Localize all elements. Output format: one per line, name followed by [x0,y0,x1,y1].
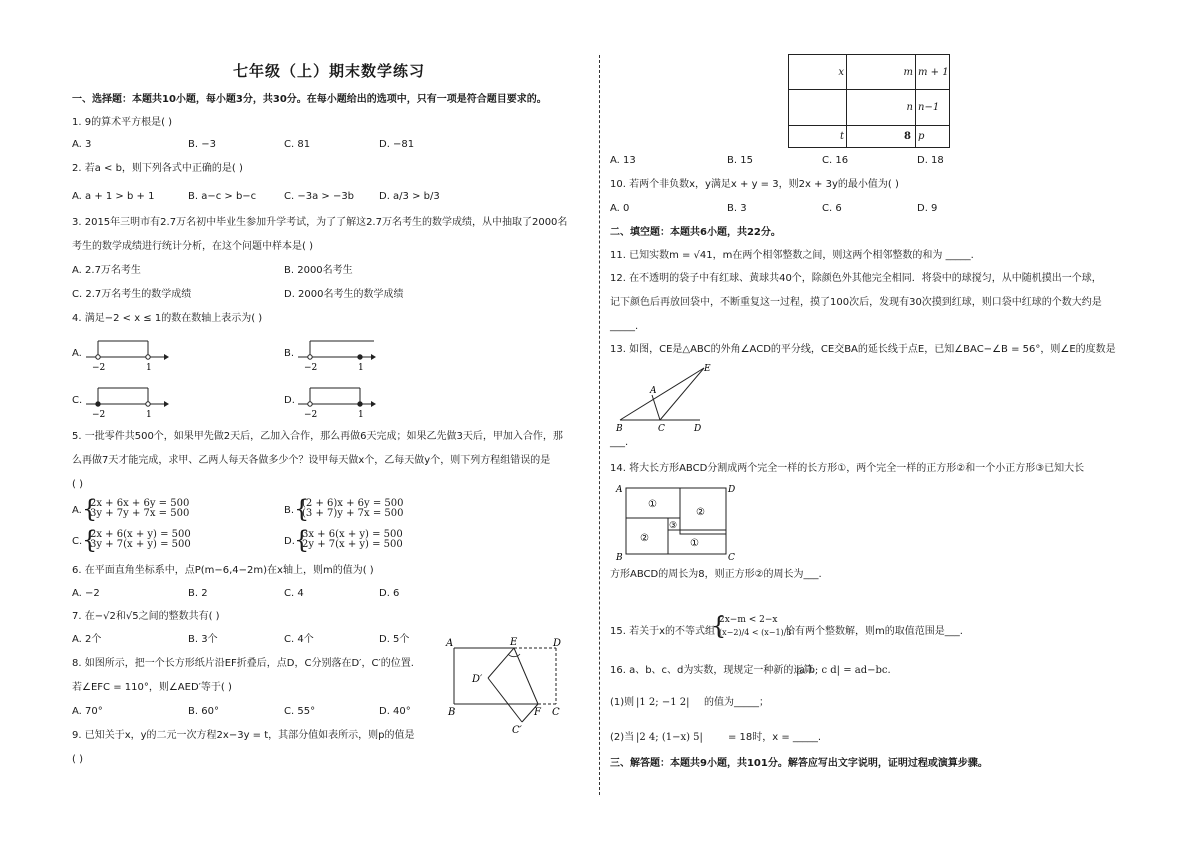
q4a-label-1: 1 [146,363,152,373]
q16-part2-pre: (2)当 [610,732,635,743]
q5-line2: 么再做7天才能完成，求甲、乙两人每天各做多少个？设甲每天做x个，乙每天做y个，则下列方程组错误的是 [72,455,551,466]
q5-b-system [302,499,403,519]
q4-option-d: D. [284,395,295,406]
q9-cell-y [789,90,847,125]
q8-option-a: A. 70° [72,706,103,717]
q7-option-c: C. 4个 [284,634,314,645]
q14-region-2-left: ② [640,533,649,544]
q14-region-1-top: ① [648,499,657,510]
q9-option-a: A. 13 [610,155,636,166]
q3-option-c: C. 2.7万名考生的数学成绩 [72,289,192,300]
q14-line1: 14. 将大长方形ABCD分割成两个完全一样的长方形①，两个完全一样的正方形②和一个小正方形③已知大长 [610,463,1085,474]
q6-option-a: A. −2 [72,588,100,599]
q4-stem: 4. 满足−2 < x ≤ 1的数在数轴上表示为( ) [72,313,263,324]
q4-option-c: C. [72,395,83,406]
q2-option-a: A. a + 1 > b + 1 [72,191,155,202]
q9-cell-n: n [847,90,916,125]
q16-part1-post: 的值为_____； [704,697,769,708]
q9-line2: ( ) [72,754,83,765]
q1-option-d: D. −81 [379,139,415,150]
q12-line2: 记下颜色后再放回袋中，不断重复这一过程，摸了100次后，发现有30次摸到红球，则口袋中红球的个数大约是 [610,297,1102,308]
q8-fold-figure [442,632,568,736]
q9-option-b: B. 15 [727,155,753,166]
q4b-label-1: 1 [358,363,364,373]
q15-ineq2: (x−2)/4 < (x−1)/3 [719,628,792,637]
q5-a-brace: { [82,495,98,523]
q8-label-e: E [510,637,518,648]
q8-option-b: B. 60° [188,706,219,717]
q2-option-d: D. a/3 > b/3 [379,191,440,202]
q7-option-b: B. 3个 [188,634,218,645]
q5-d-eq1: 3x + 6(x + y) = 500 [302,529,403,540]
q2-option-c: C. −3a > −3b [284,191,355,202]
q4-numberline-c [84,384,169,422]
q5-c-system [90,530,191,550]
q6-option-d: D. 6 [379,588,400,599]
q10-option-c: C. 6 [822,203,842,214]
q15-ineq1: 2x−m < 2−x [719,615,778,625]
q4c-label-neg2: −2 [92,410,106,420]
q9-cell-t: t [789,125,847,147]
page-title: 七年级（上）期末数学练习 [233,62,426,80]
section-fill-heading: 二、填空题：本题共6小题，共22分。 [610,227,781,238]
q3-line1: 3. 2015年三明市有2.7万名初中毕业生参加升学考试，为了了解这2.7万名考生的数学成绩，从中抽取了2000名 [72,217,568,228]
q4d-label-1: 1 [358,410,364,420]
q7-option-a: A. 2个 [72,634,102,645]
q5-c-brace: { [82,526,98,554]
q5-line3: ( ) [72,479,83,490]
q4-numberline-d [296,384,376,422]
q8-label-f: F [534,707,541,718]
q13-line2: ___. [610,437,629,448]
q16-part2-post: = 18时，x = _____. [728,732,822,743]
q13-label-c: C [658,424,665,434]
q15-brace: { [711,612,727,640]
column-divider [599,55,600,795]
q5-b-eq1: (2 + 6)x + 6y = 500 [302,498,404,509]
q7-stem: 7. 在−√2和√5之间的整数共有( ) [72,611,220,622]
q5-c-eq2: 3y + 7(x + y) = 500 [90,539,191,550]
q16-part2-matrix: |2 4; (1−x) 5| [636,732,703,743]
q14-label-b: B [616,553,623,562]
q5-a-eq2: 3y + 7y + 7x = 500 [90,508,190,519]
q13-label-e: E [704,364,711,374]
q8-label-dprime: D′ [472,674,483,685]
q9-cell-n1: n−1 [916,90,950,125]
q5-option-a: A. [72,505,82,516]
q4b-label-neg2: −2 [304,363,318,373]
q8-line2: 若∠EFC = 110°，则∠AED′等于( ) [72,682,232,693]
q14-line2: 方形ABCD的周长为8，则正方形②的周长为___. [610,569,822,580]
q4c-label-1: 1 [146,410,152,420]
q4d-label-neg2: −2 [304,410,318,420]
q16-stem: 16. a、b、c、d为实数，现规定一种新的运算 [610,665,814,676]
q5-d-system [302,530,403,550]
q6-stem: 6. 在平面直角坐标系中，点P(m−6,4−2m)在x轴上，则m的值为( ) [72,565,374,576]
q13-label-a: A [650,386,657,396]
q3-option-a: A. 2.7万名考生 [72,265,141,276]
q14-region-3: ③ [669,521,678,531]
q9-option-c: C. 16 [822,155,849,166]
q12-line3: _____. [610,321,639,332]
q5-b-eq2: (3 + 7)y + 7x = 500 [302,508,404,519]
q6-option-b: B. 2 [188,588,208,599]
q6-option-c: C. 4 [284,588,304,599]
q10-option-d: D. 9 [917,203,938,214]
q14-label-c: C [728,553,735,562]
q5-c-eq1: 2x + 6(x + y) = 500 [90,529,191,540]
q15-pre: 15. 若关于x的不等式组 [610,626,715,637]
q14-label-d: D [728,485,736,495]
q16-part1-pre: (1)则 [610,697,635,708]
q14-rectangle-figure [614,480,742,562]
q11-stem: 11. 已知实数m = √41，m在两个相邻整数之间，则这两个相邻整数的和为 _____. [610,250,974,261]
q10-option-a: A. 0 [610,203,630,214]
q1-stem: 1. 9的算术平方根是( ) [72,117,173,128]
q9-cell-m1: m + 1 [916,55,950,90]
q5-d-eq2: 2y + 7(x + y) = 500 [302,539,403,550]
q13-label-d: D [694,424,702,434]
q15-system [719,615,791,638]
q8-label-b: B [448,707,456,718]
q4a-label-neg2: −2 [92,363,106,373]
q8-label-cprime: C′ [512,725,522,736]
q2-stem: 2. 若a < b，则下列各式中正确的是( ) [72,163,243,174]
q10-stem: 10. 若两个非负数x，y满足x + y = 3，则2x + 3y的最小值为( ) [610,179,899,190]
q8-label-a: A [446,638,454,649]
q15-post: 恰有两个整数解，则m的取值范围是___. [785,626,963,637]
q9-cell-m: m [847,55,916,90]
q5-line1: 5. 一批零件共500个，如果甲先做2天后，乙加入合作，那么再做6天完成；如果乙先做3天后，甲加入合作，那 [72,431,563,442]
q4-numberline-b [296,337,376,375]
q16-definition: |a b; c d| = ad−bc. [796,665,891,676]
q3-line2: 考生的数学成绩进行统计分析，在这个问题中样本是( ) [72,241,313,252]
q5-a-eq1: 2x + 6x + 6y = 500 [90,498,190,509]
q13-line1: 13. 如图，CE是△ABC的外角∠ACD的平分线，CE交BA的延长线于点E，已知∠BAC−∠B = 56°，则∠E的度数是 [610,344,1116,355]
q9-line1: 9. 已知关于x，y的二元一次方程2x−3y = t，其部分值如表所示，则p的值是 [72,730,415,741]
q5-d-brace: { [294,526,310,554]
q16-part1-matrix: |1 2; −1 2| [636,697,690,708]
q13-label-b: B [616,424,623,434]
q9-value-table [788,54,950,148]
q14-region-2-right: ② [696,507,705,518]
q3-option-b: B. 2000名考生 [284,265,353,276]
section-choice-heading: 一、选择题：本题共10小题，每小题3分，共30分。在每小题给出的选项中，只有一项是符合题目要求的。 [72,94,547,105]
q8-option-d: D. 40° [379,706,411,717]
q7-option-d: D. 5个 [379,634,410,645]
q9-option-d: D. 18 [917,155,944,166]
q3-option-d: D. 2000名考生的数学成绩 [284,289,404,300]
q1-option-a: A. 3 [72,139,92,150]
q5-a-system [90,499,189,519]
q9-cell-p: p [916,125,950,147]
q12-line1: 12. 在不透明的袋子中有红球、黄球共40个，除颜色外其他完全相同．将袋中的球搅匀，从中随机摸出一个球， [610,273,1102,284]
q5-option-c: C. [72,536,83,547]
q1-option-b: B. −3 [188,139,216,150]
q2-option-b: B. a−c > b−c [188,191,257,202]
q8-label-d: D [553,638,562,649]
q13-triangle-figure [612,360,722,434]
q8-line1: 8. 如图所示，把一个长方形纸片沿EF折叠后，点D，C分别落在D′，C′的位置. [72,658,414,669]
q5-option-d: D. [284,536,295,547]
q8-label-c: C [552,707,560,718]
q10-option-b: B. 3 [727,203,747,214]
section-solve-heading: 三、解答题：本题共9小题，共101分。解答应写出文字说明，证明过程或演算步骤。 [610,758,988,769]
q9-cell-8: 8 [847,125,916,147]
q1-option-c: C. 81 [284,139,311,150]
q4-option-a: A. [72,348,82,359]
q5-option-b: B. [284,505,295,516]
q14-region-1-bottom: ① [690,538,699,549]
q4-option-b: B. [284,348,295,359]
q14-label-a: A [616,485,623,495]
q4-numberline-a [84,337,169,375]
q8-option-c: C. 55° [284,706,316,717]
q9-cell-x: x [789,55,847,90]
q5-b-brace: { [294,495,310,523]
